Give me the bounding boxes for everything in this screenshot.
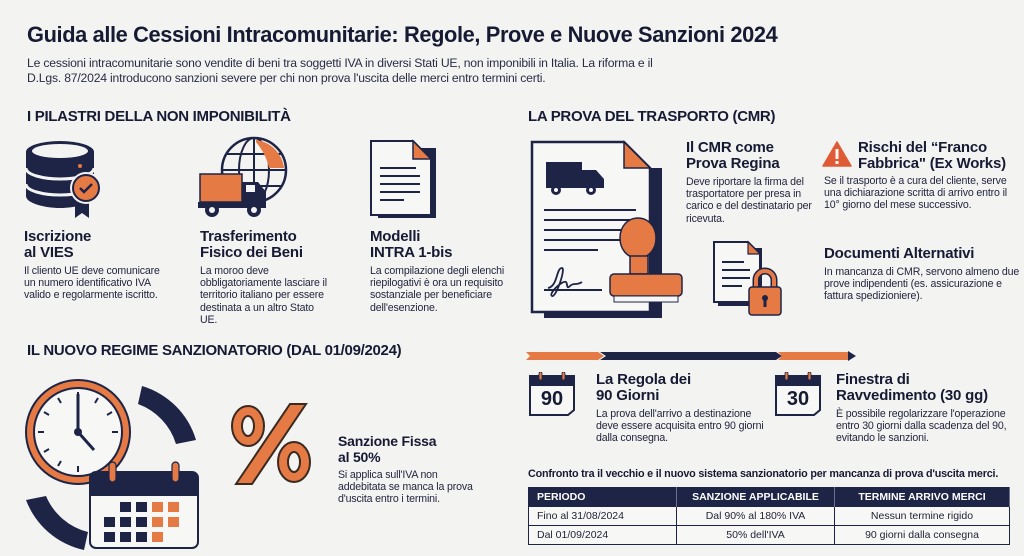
window30-block bbox=[836, 372, 1021, 445]
pillars-heading: I PILASTRI DELLA NON IMPONIBILITÀ bbox=[27, 108, 291, 125]
header-periodo: PERIODO bbox=[529, 488, 677, 507]
fixed-sanction-block bbox=[338, 433, 478, 506]
clock-calendar-icon bbox=[22, 372, 202, 552]
rule90-title-line2: 90 Giorni bbox=[596, 387, 660, 404]
header-termine: TERMINE ARRIVO MERCI bbox=[835, 488, 1010, 507]
fixed-sanction-title-line1: Sanzione Fissa bbox=[338, 433, 437, 449]
pillar-intra-title-line2: INTRA 1-bis bbox=[370, 244, 453, 261]
transport-heading: LA PROVA DEL TRASPORTO (CMR) bbox=[528, 108, 776, 125]
pillar-intra-text: La compilazione degli elenchi riepilogativi è ora un requisito sostanziale per beneficiare dell'esenzione. bbox=[370, 265, 505, 314]
sanctions-heading: IL NUOVO REGIME SANZIONATORIO (DAL 01/09/2024) bbox=[27, 342, 402, 359]
globe-truck-icon bbox=[196, 136, 292, 220]
ex-works-title-line1: Rischi del “Franco bbox=[858, 139, 987, 156]
table-row bbox=[529, 507, 1010, 526]
pillar-vies bbox=[24, 229, 164, 302]
cell-periodo: Fino al 31/08/2024 bbox=[529, 507, 677, 526]
document-lock-icon bbox=[712, 240, 782, 318]
intro-text bbox=[27, 56, 807, 86]
warning-icon bbox=[822, 141, 852, 167]
cell-sanzione: Dal 90% al 180% IVA bbox=[677, 507, 835, 526]
window30-title-line2: Ravvedimento (30 gg) bbox=[836, 387, 988, 404]
pillar-transfer-title-line1: Trasferimento bbox=[200, 228, 297, 245]
pillar-intra-title bbox=[370, 229, 510, 261]
comparison-table bbox=[528, 487, 1010, 545]
fixed-sanction-title-line2: al 50% bbox=[338, 449, 381, 465]
rule90-block bbox=[596, 372, 776, 445]
header-sanzione: SANZIONE APPLICABILE bbox=[677, 488, 835, 507]
table-caption: Confronto tra il vecchio e il nuovo sistema sanzionatorio per mancanza di prova d'uscita merci. bbox=[528, 468, 999, 480]
pillar-intra-title-line1: Modelli bbox=[370, 228, 421, 245]
pillar-vies-title-line2: al VIES bbox=[24, 244, 74, 261]
cmr-text: Deve riportare la firma del trasportatore per presa in carico e del destinatario per ricevuta. bbox=[686, 176, 812, 225]
percent-icon bbox=[226, 400, 316, 486]
document-icon bbox=[368, 138, 438, 220]
cell-periodo: Dal 01/09/2024 bbox=[529, 526, 677, 545]
cmr-title bbox=[686, 140, 816, 172]
rule90-text: La prova dell'arrivo a destinazione deve essere acquisita entro 90 giorni dalla consegna. bbox=[596, 408, 764, 445]
cmr-title-line1: Il CMR come bbox=[686, 139, 774, 156]
intro-line-1: Le cessioni intracomunitarie sono vendite di beni tra soggetti IVA in diversi Stati UE, non imponibili in Italia. La riforma e il bbox=[27, 56, 653, 70]
cmr-block bbox=[686, 140, 816, 225]
fixed-sanction-title bbox=[338, 433, 478, 465]
cell-sanzione: 50% dell'IVA bbox=[677, 526, 835, 545]
pillar-intra bbox=[370, 229, 510, 314]
table-header-row bbox=[529, 488, 1010, 507]
calendar-30-icon bbox=[774, 372, 822, 416]
cmr-stamp-icon bbox=[526, 138, 686, 320]
timeline-arrow bbox=[526, 350, 1006, 362]
window30-text: È possibile regolarizzare l'operazione entro 30 giorni dalla scadenza del 90, evitando le sanzioni. bbox=[836, 408, 1007, 445]
database-badge-icon bbox=[24, 138, 104, 220]
fixed-sanction-text: Si applica sull'IVA non addebitata se manca la prova d'uscita entro i termini. bbox=[338, 469, 473, 506]
alternatives-text: In mancanza di CMR, servono almeno due prove indipendenti (es. assicurazione e fattura spedizioniere). bbox=[824, 266, 1020, 303]
cmr-title-line2: Prova Regina bbox=[686, 155, 780, 172]
pillar-transfer-title bbox=[200, 229, 330, 261]
pillar-transfer-text: La moroo deve obbligatoriamente lasciare il territorio italiano per essere destinata a un altro Stato UE. bbox=[200, 265, 327, 326]
ex-works-text: Se il trasporto è a cura del cliente, serve una dichiarazione scritta di arrivo entro il 10° giorno del mese successivo. bbox=[824, 175, 1008, 212]
ex-works-title-line2: Fabbrica" (Ex Works) bbox=[858, 155, 1006, 172]
pillar-transfer-title-line2: Fisico dei Beni bbox=[200, 244, 303, 261]
cell-termine: 90 giorni dalla consegna bbox=[835, 526, 1010, 545]
table-row bbox=[529, 526, 1010, 545]
pillar-vies-title-line1: Iscrizione bbox=[24, 228, 92, 245]
window30-title bbox=[836, 372, 1021, 404]
pillar-vies-text: Il cliento UE deve comunicare un numero identificativo IVA valido e regolarmente iscritto. bbox=[24, 265, 160, 302]
window30-title-line1: Finestra di bbox=[836, 371, 910, 388]
cell-termine: Nessun termine rigido bbox=[835, 507, 1010, 526]
pillar-vies-title bbox=[24, 229, 164, 261]
rule90-title-line1: La Regola dei bbox=[596, 371, 691, 388]
ex-works-title bbox=[858, 140, 1024, 172]
alternatives-block bbox=[824, 246, 1024, 303]
pillar-transfer bbox=[200, 229, 330, 326]
intro-line-2: D.Lgs. 87/2024 introducono sanzioni severe per chi non prova l'uscita delle merci entro termini certi. bbox=[27, 71, 546, 85]
page-title: Guida alle Cessioni Intracomunitarie: Regole, Prove e Nuove Sanzioni 2024 bbox=[27, 22, 778, 47]
calendar-30-number: 30 bbox=[786, 388, 810, 410]
calendar-90-icon bbox=[528, 372, 576, 416]
rule90-title bbox=[596, 372, 776, 404]
ex-works-block bbox=[858, 140, 1024, 172]
calendar-90-number: 90 bbox=[540, 388, 564, 410]
alternatives-title: Documenti Alternativi bbox=[824, 245, 975, 262]
